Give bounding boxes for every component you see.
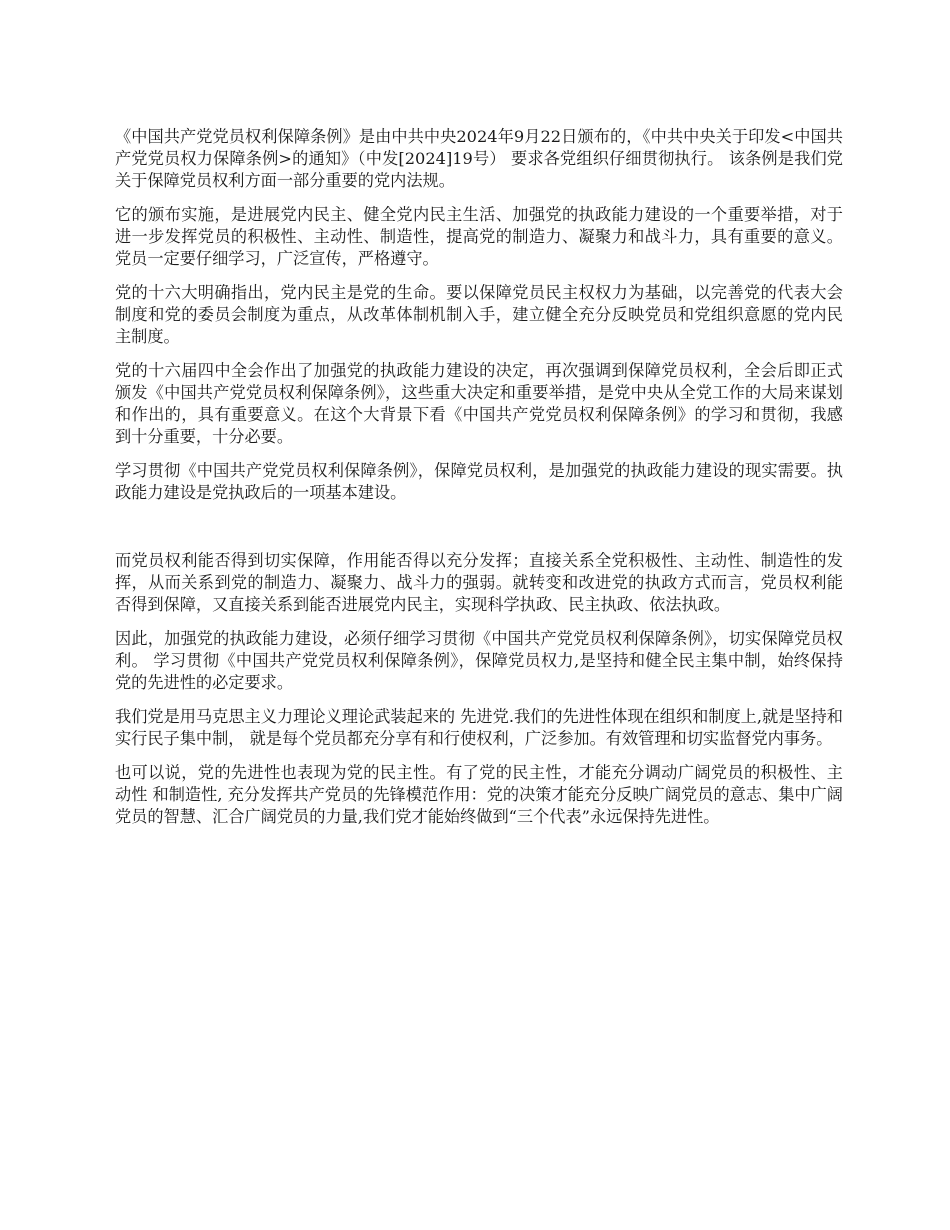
paragraph-4: 党的十六届四中全会作出了加强党的执政能力建设的决定，再次强调到保障党员权利，全会后即正式颁发《中国共产党党员权利保障条例》，这些重大决定和重要举措，是党中央从全党工作的大局来谋划和作出的，具有重要意义。在这个大背景下看《中国共产党党员权利保障条例》的学习和贯彻，我感到十分重要，十分必要。	[115, 361, 843, 446]
paragraph-1: 《中国共产党党员权利保障条例》是由中共中央2024年9月22日颁布的，《中共中央关于印发<中国共产党党员权力保障条例>的通知》（中发[2024]19号） 要求各党组织仔细贯彻执行。 该条例是我们党关于保障党员权利方面一部分重要的党内法规。	[115, 127, 843, 190]
paragraph-2: 它的颁布实施，是进展党内民主、健全党内民主生活、加强党的执政能力建设的一个重要举措，对于进一步发挥党员的积极性、主动性、制造性，提高党的制造力、凝聚力和战斗力，具有重要的意义。党员一定要仔细学习，广泛宣传，严格遵守。	[115, 205, 843, 268]
paragraph-8: 我们党是用马克思主义力理论义理论武装起来的 先进党.我们的先进性体现在组织和制度上,就是坚持和实行民子集中制， 就是每个党员都充分享有和行使权利，广泛参加。有效管理和切实监督党内事务。	[115, 707, 843, 748]
paragraph-6: 而党员权利能否得到切实保障，作用能否得以充分发挥；直接关系全党积极性、主动性、制造性的发挥，从而关系到党的制造力、凝聚力、战斗力的强弱。就转变和改进党的执政方式而言，党员权利能否得到保障，又直接关系到能否进展党内民主，实现科学执政、民主执政、依法执政。	[115, 551, 843, 614]
paragraph-3: 党的十六大明确指出，党内民主是党的生命。要以保障党员民主权权力为基础，以完善党的代表大会制度和党的委员会制度为重点，从改革体制机制入手，建立健全充分反映党员和党组织意愿的党内民主制度。	[115, 283, 843, 346]
document-body	[115, 126, 843, 840]
paragraph-5: 学习贯彻《中国共产党党员权利保障条例》，保障党员权利，是加强党的执政能力建设的现实需要。执政能力建设是党执政后的一项基本建设。	[115, 461, 843, 502]
paragraph-7: 因此，加强党的执政能力建设，必须仔细学习贯彻《中国共产党党员权利保障条例》，切实保障党员权利。 学习贯彻《中国共产党党员权利保障条例》，保障党员权力,是坚持和健全民主集中制，始终保持党的先进性的必定要求。	[115, 629, 843, 692]
paragraph-9: 也可以说，党的先进性也表现为党的民主性。有了党的民主性，才能充分调动广阔党员的积极性、主动性 和制造性, 充分发挥共产党员的先锋模范作用：党的决策才能充分反映广阔党员的意志、集中广阔党员的智慧、汇合广阔党员的力量,我们党才能始终做到“三个代表”永远保持先进性。	[115, 763, 843, 826]
